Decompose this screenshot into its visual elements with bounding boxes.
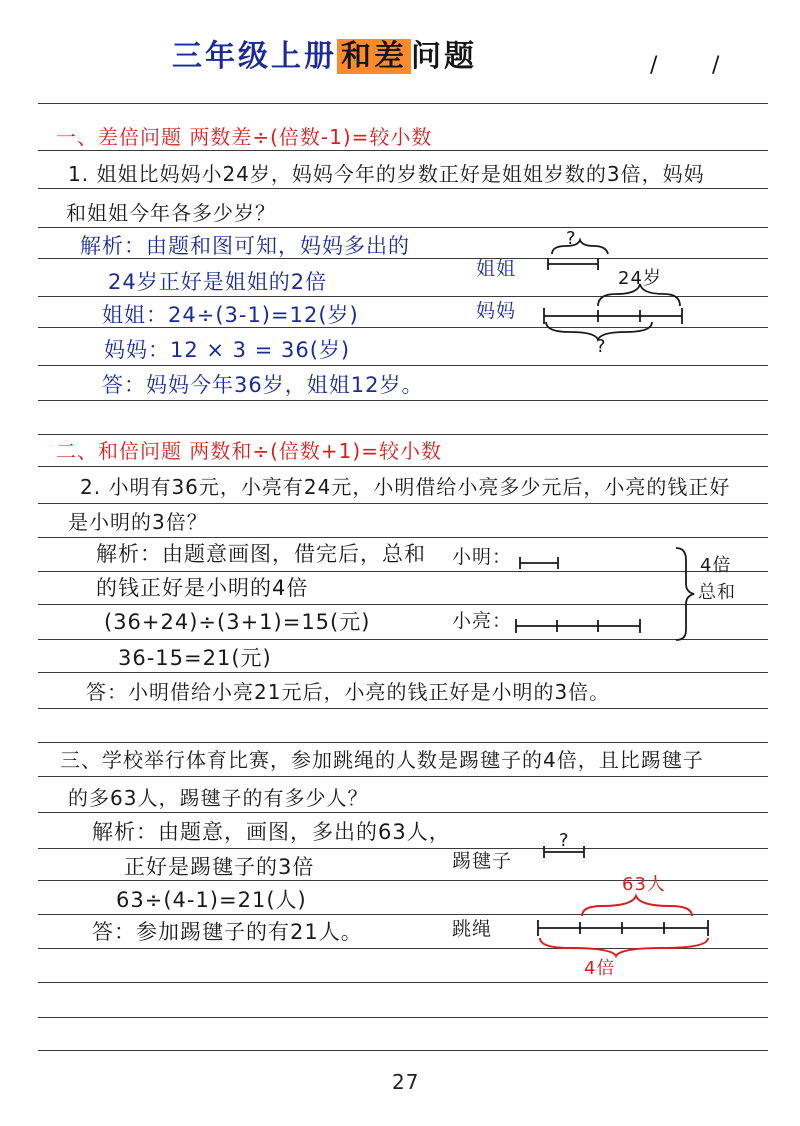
diagram-2-brace-bottom-label: 总和 bbox=[698, 582, 736, 603]
section-2-header: 二、和倍问题 两数和÷(倍数+1)=较小数 bbox=[56, 439, 442, 463]
section-2-problem-line: 是小明的3倍？ bbox=[68, 510, 208, 534]
section-1-header: 一、差倍问题 两数差÷(倍数-1)=较小数 bbox=[56, 125, 433, 149]
diagram-2-label-a: 小明： bbox=[452, 546, 513, 568]
diagram-3-total-label: 4倍 bbox=[584, 958, 616, 979]
section-1-solution-line: 24岁正好是姐姐的2倍 bbox=[108, 270, 328, 294]
section-3-header: 三、学校举行体育比赛，参加跳绳的人数是踢毽子的4倍，且比踢毽子 bbox=[60, 748, 704, 772]
diagram-3-bars bbox=[538, 846, 708, 936]
diagram-3-label-a: 踢毽子 bbox=[452, 850, 513, 872]
diagram-1-brace-bottom bbox=[546, 322, 652, 340]
diagram-3-red-braces bbox=[540, 896, 708, 956]
diagram-1-label-a: 姐姐 bbox=[476, 258, 517, 280]
section-1-solution-line: 姐姐：24÷(3-1)=12(岁) bbox=[102, 303, 359, 327]
diagram-1-brace-diff bbox=[598, 284, 680, 306]
section-2-problem-line: 2. 小明有36元，小亮有24元，小明借给小亮多少元后，小亮的钱正好 bbox=[80, 475, 731, 499]
diagram-1-bar-mother bbox=[544, 308, 682, 324]
diagram-3-bar-jianzi bbox=[544, 846, 584, 858]
diagram-2-bar-xiaoliang bbox=[516, 619, 640, 633]
diagram-2-label-b: 小亮： bbox=[452, 610, 513, 632]
section-3-solution-line: 63÷(4-1)=21(人) bbox=[116, 888, 307, 912]
diagram-1-brace-top bbox=[552, 240, 608, 254]
diagram-2-brace bbox=[676, 548, 694, 640]
corner-mark: / bbox=[712, 53, 721, 78]
section-2-answer: 答：小明借给小亮21元后，小亮的钱正好是小明的3倍。 bbox=[86, 680, 611, 704]
diagram-3-difference-label: 63人 bbox=[622, 874, 666, 895]
page-number: 27 bbox=[392, 1070, 420, 1094]
diagram-3-bar-tiaosheng bbox=[538, 920, 708, 936]
section-2-solution-line: 36-15=21(元) bbox=[118, 646, 272, 670]
diagram-1-label-b: 妈妈 bbox=[476, 300, 517, 322]
title-highlight: 和差 bbox=[337, 39, 411, 74]
diagram-1-bar-sister bbox=[548, 258, 598, 270]
section-2-solution-line: 解析：由题意画图，借完后，总和 bbox=[96, 542, 426, 566]
corner-mark: / bbox=[650, 53, 659, 78]
section-1-answer: 答：妈妈今年36岁，姐姐12岁。 bbox=[102, 373, 424, 397]
diagram-2-bar-xiaoming bbox=[520, 557, 558, 569]
diagram-1-question-bottom: ? bbox=[596, 336, 607, 357]
diagram-3-question-top: ? bbox=[559, 830, 570, 851]
diagram-1-question-top: ? bbox=[566, 228, 577, 249]
section-1-solution-line: 解析：由题和图可知，妈妈多出的 bbox=[80, 234, 410, 258]
section-3-answer: 答：参加踢毽子的有21人。 bbox=[92, 920, 363, 944]
diagram-1-difference-label: 24岁 bbox=[618, 268, 662, 289]
section-2-solution-line: 的钱正好是小明的4倍 bbox=[96, 576, 309, 600]
diagram-3-brace-diff bbox=[582, 896, 692, 916]
diagram-3-label-b: 跳绳 bbox=[452, 918, 493, 940]
diagram-1-bars bbox=[544, 240, 682, 340]
section-3-solution-line: 解析：由题意，画图，多出的63人， bbox=[92, 820, 451, 844]
title-prefix: 三年级上册 bbox=[172, 39, 337, 74]
diagram-3-brace-total bbox=[540, 938, 708, 956]
title-suffix: 问题 bbox=[411, 39, 477, 74]
section-1-solution-line: 妈妈：12 × 3 = 36(岁) bbox=[104, 338, 351, 362]
diagram-2-brace-top-label: 4倍 bbox=[700, 555, 732, 576]
section-1-problem-line: 和姐姐今年各多少岁？ bbox=[66, 201, 276, 225]
section-3-solution-line: 正好是踢毽子的3倍 bbox=[124, 855, 315, 879]
section-3-problem-line: 的多63人，踢毽子的有多少人？ bbox=[68, 786, 369, 810]
section-1-problem-line: 1. 姐姐比妈妈小24岁，妈妈今年的岁数正好是姐姐岁数的3倍，妈妈 bbox=[68, 162, 705, 186]
section-2-solution-line: (36+24)÷(3+1)=15(元) bbox=[104, 610, 371, 634]
diagram-2-bars bbox=[516, 548, 694, 640]
